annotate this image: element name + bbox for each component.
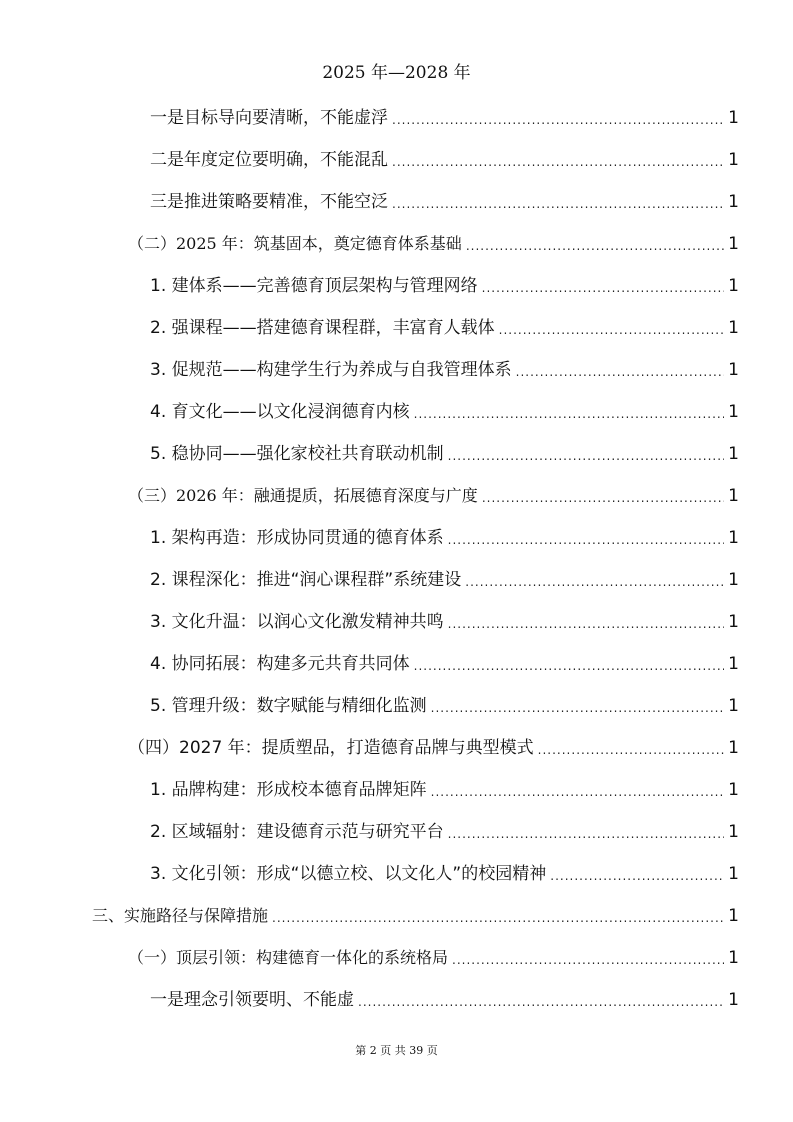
toc-entry[interactable] (150, 694, 739, 718)
toc-leader-dots (448, 614, 725, 634)
toc-entry[interactable] (150, 358, 739, 382)
toc-entry[interactable] (128, 232, 739, 256)
toc-entry-text: 2. 课程深化：推进“润心课程群”系统建设 (150, 570, 462, 590)
toc-entry-text: 一是目标导向要清晰，不能虚浮 (150, 108, 388, 128)
toc-page-number: 1 (728, 402, 739, 422)
toc-page-number: 1 (728, 360, 739, 380)
toc-entry[interactable] (150, 526, 739, 550)
toc-entry-text: 三是推进策略要精准，不能空泛 (150, 192, 388, 212)
toc-entry[interactable] (150, 988, 739, 1012)
toc-leader-dots (392, 152, 724, 172)
toc-entry-text: （三）2026 年：融通提质，拓展德育深度与广度 (128, 486, 478, 505)
toc-entry-text: （四）2027 年：提质塑品，打造德育品牌与典型模式 (128, 738, 534, 758)
toc-entry-text: 2. 区域辐射：建设德育示范与研究平台 (150, 822, 444, 842)
toc-entry-text: 1. 架构再造：形成协同贯通的德育体系 (150, 528, 444, 548)
toc-page-number: 1 (728, 948, 739, 968)
toc-entry[interactable] (128, 736, 739, 760)
toc-leader-dots (550, 866, 724, 886)
toc-entry[interactable] (150, 400, 739, 424)
toc-leader-dots (448, 446, 725, 466)
toc-entry-text: 3. 文化升温：以润心文化激发精神共鸣 (150, 612, 444, 632)
page-header-title: 2025 年—2028 年 (322, 63, 471, 83)
toc-page-number: 1 (728, 570, 739, 590)
toc-page-number: 1 (728, 318, 739, 338)
toc-leader-dots (272, 908, 724, 928)
toc-page-number: 1 (728, 234, 739, 254)
toc-leader-dots (466, 236, 724, 256)
toc-leader-dots (448, 824, 725, 844)
toc-entry[interactable] (150, 274, 739, 298)
toc-entry-text: 2. 强课程——搭建德育课程群，丰富育人载体 (150, 318, 495, 338)
toc-entry-text: 二是年度定位要明确，不能混乱 (150, 150, 388, 170)
toc-page-number: 1 (728, 738, 739, 758)
toc-page-number: 1 (728, 780, 739, 800)
toc-page-number: 1 (728, 444, 739, 464)
toc-leader-dots (431, 698, 725, 718)
toc-page-number: 1 (728, 654, 739, 674)
toc-page-number: 1 (728, 108, 739, 128)
toc-entry[interactable] (128, 946, 739, 970)
toc-leader-dots (414, 656, 725, 676)
toc-entry-text: 1. 建体系——完善德育顶层架构与管理网络 (150, 276, 478, 296)
toc-entry-text: 4. 育文化——以文化浸润德育内核 (150, 402, 410, 422)
toc-entry[interactable] (150, 190, 739, 214)
toc-leader-dots (482, 488, 724, 508)
toc-leader-dots (392, 194, 724, 214)
toc-leader-dots (499, 320, 725, 340)
toc-entry-text: 三、实施路径与保障措施 (92, 906, 269, 925)
toc-entry-text: 1. 品牌构建：形成校本德育品牌矩阵 (150, 780, 427, 800)
toc-entry-text: 5. 稳协同——强化家校社共育联动机制 (150, 444, 444, 464)
toc-entry[interactable] (92, 904, 739, 928)
toc-leader-dots (414, 404, 725, 424)
toc-entry[interactable] (150, 610, 739, 634)
toc-leader-dots (358, 992, 724, 1012)
toc-entry-text: 一是理念引领要明、不能虚 (150, 990, 354, 1010)
toc-page-number: 1 (728, 486, 739, 506)
toc-entry-text: 3. 促规范——构建学生行为养成与自我管理体系 (150, 360, 512, 380)
toc-leader-dots (538, 740, 725, 760)
toc-leader-dots (516, 362, 725, 382)
toc-page-number: 1 (728, 864, 739, 884)
toc-entry[interactable] (150, 148, 739, 172)
toc-page-number: 1 (728, 696, 739, 716)
toc-entry[interactable] (150, 778, 739, 802)
toc-page-number: 1 (728, 612, 739, 632)
toc-entry[interactable] (150, 442, 739, 466)
toc-page-number: 1 (728, 276, 739, 296)
page-footer-number: 第 2 页 共 39 页 (355, 1044, 438, 1057)
toc-entry[interactable] (150, 106, 739, 130)
toc-entry[interactable] (128, 484, 739, 508)
toc-page-number: 1 (728, 150, 739, 170)
toc-page-number: 1 (728, 192, 739, 212)
toc-page-number: 1 (728, 822, 739, 842)
toc-entry[interactable] (150, 862, 739, 886)
toc-entry[interactable] (150, 568, 739, 592)
toc-entry[interactable] (150, 652, 739, 676)
toc-leader-dots (482, 278, 725, 298)
toc-leader-dots (392, 110, 724, 130)
toc-entry-text: （一）顶层引领：构建德育一体化的系统格局 (128, 948, 449, 967)
toc-leader-dots (448, 530, 725, 550)
toc-entry-text: 3. 文化引领：形成“以德立校、以文化人”的校园精神 (150, 864, 547, 884)
toc-entry-text: （二）2025 年：筑基固本，奠定德育体系基础 (128, 234, 462, 253)
toc-page-number: 1 (728, 528, 739, 548)
toc-entry-text: 5. 管理升级：数字赋能与精细化监测 (150, 696, 427, 716)
toc-entry-text: 4. 协同拓展：构建多元共育共同体 (150, 654, 410, 674)
toc-entry[interactable] (150, 820, 739, 844)
toc-leader-dots (431, 782, 725, 802)
toc-page-number: 1 (728, 990, 739, 1010)
toc-page-number: 1 (728, 906, 739, 926)
toc-leader-dots (465, 572, 724, 592)
toc-leader-dots (452, 950, 724, 970)
toc-entry[interactable] (150, 316, 739, 340)
